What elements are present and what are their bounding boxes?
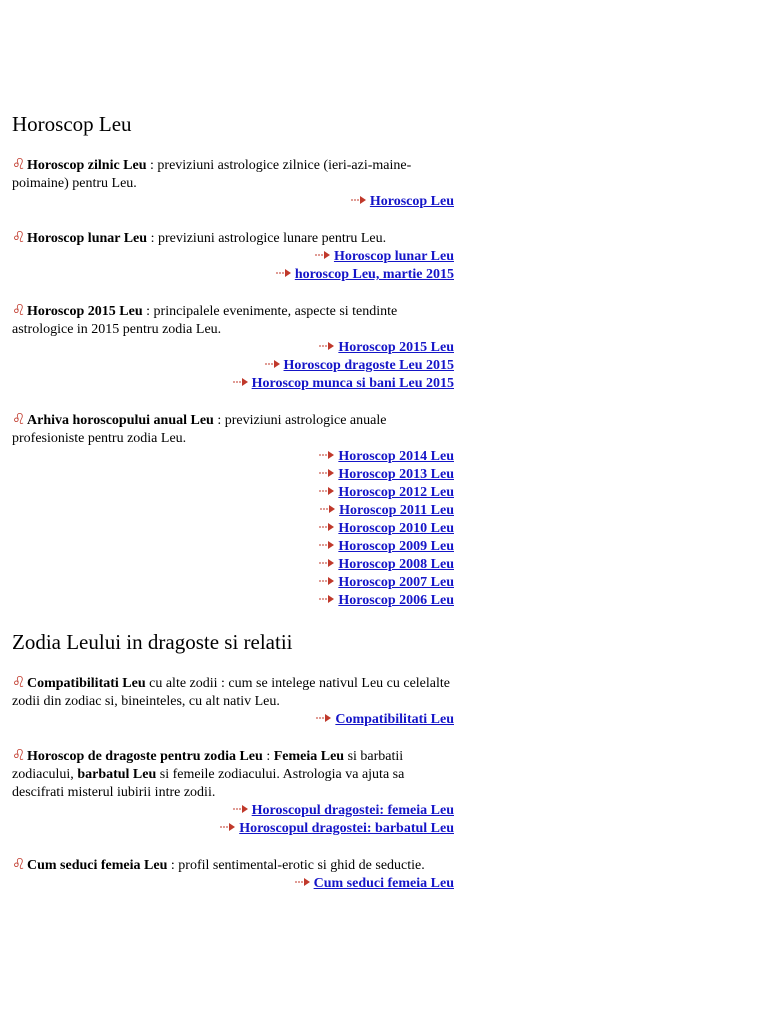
leo-zodiac-icon: ♌︎ (12, 230, 26, 246)
entry-description (12, 856, 454, 875)
entry-text: cu alte zodii : cum se intelege nativul Leu cu celelalte zodii din zodiac si, bineinteles, cu alt nativ Leu. (12, 676, 450, 709)
entry-text: : previziuni astrologice anuale profesioniste pentru zodia Leu. (12, 413, 387, 446)
entry-title: Horoscop 2015 Leu (27, 304, 143, 319)
arrow-right-icon (319, 540, 335, 550)
link-row (12, 466, 454, 484)
link-row (12, 357, 454, 375)
link-row (12, 820, 454, 838)
arrow-right-icon (319, 341, 335, 351)
entry-links (12, 193, 454, 211)
link-row (12, 802, 454, 820)
entry-block (12, 156, 454, 211)
horoscope-link[interactable]: Horoscop Leu (369, 194, 454, 209)
link-row (12, 448, 454, 466)
link-row (12, 520, 454, 538)
horoscope-link[interactable]: Horoscop 2011 Leu (339, 503, 454, 518)
horoscope-link[interactable]: Compatibilitati Leu (335, 712, 454, 727)
page-content (12, 110, 454, 911)
horoscope-link[interactable]: Horoscopul dragostei: femeia Leu (251, 803, 454, 818)
link-row (12, 339, 454, 357)
entry-title: Compatibilitati Leu (27, 676, 146, 691)
link-row (12, 193, 454, 211)
arrow-right-icon (233, 377, 249, 387)
horoscope-link[interactable]: Horoscop 2006 Leu (338, 593, 454, 608)
section-title: Horoscop Leu (12, 112, 132, 136)
entry-description (12, 674, 454, 711)
arrow-right-icon (316, 713, 332, 723)
entry-text: : previziuni astrologice lunare pentru Leu. (147, 231, 387, 246)
entry-block (12, 411, 454, 610)
arrow-right-icon (265, 359, 281, 369)
arrow-right-icon (220, 822, 236, 832)
horoscope-link[interactable]: Horoscop munca si bani Leu 2015 (251, 376, 454, 391)
arrow-right-icon (276, 268, 292, 278)
entry-title: Cum seduci femeia Leu (27, 858, 168, 873)
entry-description (12, 229, 454, 248)
entry-links (12, 711, 454, 729)
entry-bold-text: Horoscop de dragoste pentru zodia Leu (27, 749, 263, 764)
horoscope-link[interactable]: Horoscop 2007 Leu (338, 575, 454, 590)
entry-block (12, 674, 454, 729)
horoscope-link[interactable]: Cum seduci femeia Leu (313, 876, 454, 891)
entry-block (12, 302, 454, 393)
link-row (12, 266, 454, 284)
arrow-right-icon (319, 576, 335, 586)
horoscope-link[interactable]: Horoscop 2012 Leu (338, 485, 454, 500)
link-row (12, 248, 454, 266)
horoscope-link[interactable]: Horoscop 2015 Leu (338, 340, 454, 355)
entry-links (12, 339, 454, 393)
arrow-right-icon (351, 195, 367, 205)
entry-links (12, 802, 454, 838)
arrow-right-icon (320, 504, 336, 514)
arrow-right-icon (295, 877, 311, 887)
section-title: Zodia Leului in dragoste si relatii (12, 630, 293, 654)
link-row (12, 574, 454, 592)
entry-title: Horoscop lunar Leu (27, 231, 148, 246)
arrow-right-icon (315, 250, 331, 260)
link-row (12, 484, 454, 502)
entry-title: Horoscop zilnic Leu (27, 158, 147, 173)
entry-text: : (262, 749, 274, 764)
horoscope-link[interactable]: horoscop Leu, martie 2015 (294, 267, 454, 282)
link-row (12, 592, 454, 610)
horoscope-link[interactable]: Horoscop dragoste Leu 2015 (283, 358, 454, 373)
entry-bold-text: barbatul Leu (77, 767, 157, 782)
link-row (12, 538, 454, 556)
arrow-right-icon (319, 558, 335, 568)
horoscope-link[interactable]: Horoscop 2008 Leu (338, 557, 454, 572)
entry-description (12, 156, 454, 193)
entry-text: : previziuni astrologice zilnice (ieri-azi-maine-poimaine) pentru Leu. (12, 158, 412, 191)
entry-block (12, 747, 454, 838)
link-row (12, 875, 454, 893)
arrow-right-icon (233, 804, 249, 814)
entry-links (12, 248, 454, 284)
link-row (12, 375, 454, 393)
leo-zodiac-icon: ♌︎ (12, 157, 26, 173)
horoscope-link[interactable]: Horoscop 2010 Leu (338, 521, 454, 536)
arrow-right-icon (319, 522, 335, 532)
link-row (12, 711, 454, 729)
horoscope-link[interactable]: Horoscop 2013 Leu (338, 467, 454, 482)
horoscope-link[interactable]: Horoscop lunar Leu (333, 249, 454, 264)
leo-zodiac-icon: ♌︎ (12, 303, 26, 319)
leo-zodiac-icon: ♌︎ (12, 857, 26, 873)
entry-bold-text: Femeia Leu (273, 749, 345, 764)
horoscope-link[interactable]: Horoscop 2009 Leu (338, 539, 454, 554)
link-row (12, 502, 454, 520)
entry-text: : profil sentimental-erotic si ghid de seductie. (167, 858, 425, 873)
arrow-right-icon (319, 594, 335, 604)
arrow-right-icon (319, 486, 335, 496)
arrow-right-icon (319, 468, 335, 478)
entry-description (12, 302, 454, 339)
entry-links (12, 448, 454, 610)
entry-block (12, 229, 454, 284)
leo-zodiac-icon: ♌︎ (12, 748, 26, 764)
entry-links (12, 875, 454, 893)
leo-zodiac-icon: ♌︎ (12, 412, 26, 428)
section (12, 628, 454, 893)
entry-description (12, 411, 454, 448)
section (12, 110, 454, 610)
leo-zodiac-icon: ♌︎ (12, 675, 26, 691)
entry-block (12, 856, 454, 893)
link-row (12, 556, 454, 574)
horoscope-link[interactable]: Horoscopul dragostei: barbatul Leu (239, 821, 454, 836)
entry-text: : principalele evenimente, aspecte si tendinte astrologice in 2015 pentru zodia Leu. (12, 304, 398, 337)
arrow-right-icon (319, 450, 335, 460)
entry-text: si barbatii zodiacului, (12, 749, 404, 782)
entry-text: si femeile zodiacului. Astrologia va ajuta sa descifrati misterul iubirii intre zodii. (12, 767, 405, 800)
entry-title: Arhiva horoscopului anual Leu (27, 413, 214, 428)
horoscope-link[interactable]: Horoscop 2014 Leu (338, 449, 454, 464)
entry-description (12, 747, 454, 802)
